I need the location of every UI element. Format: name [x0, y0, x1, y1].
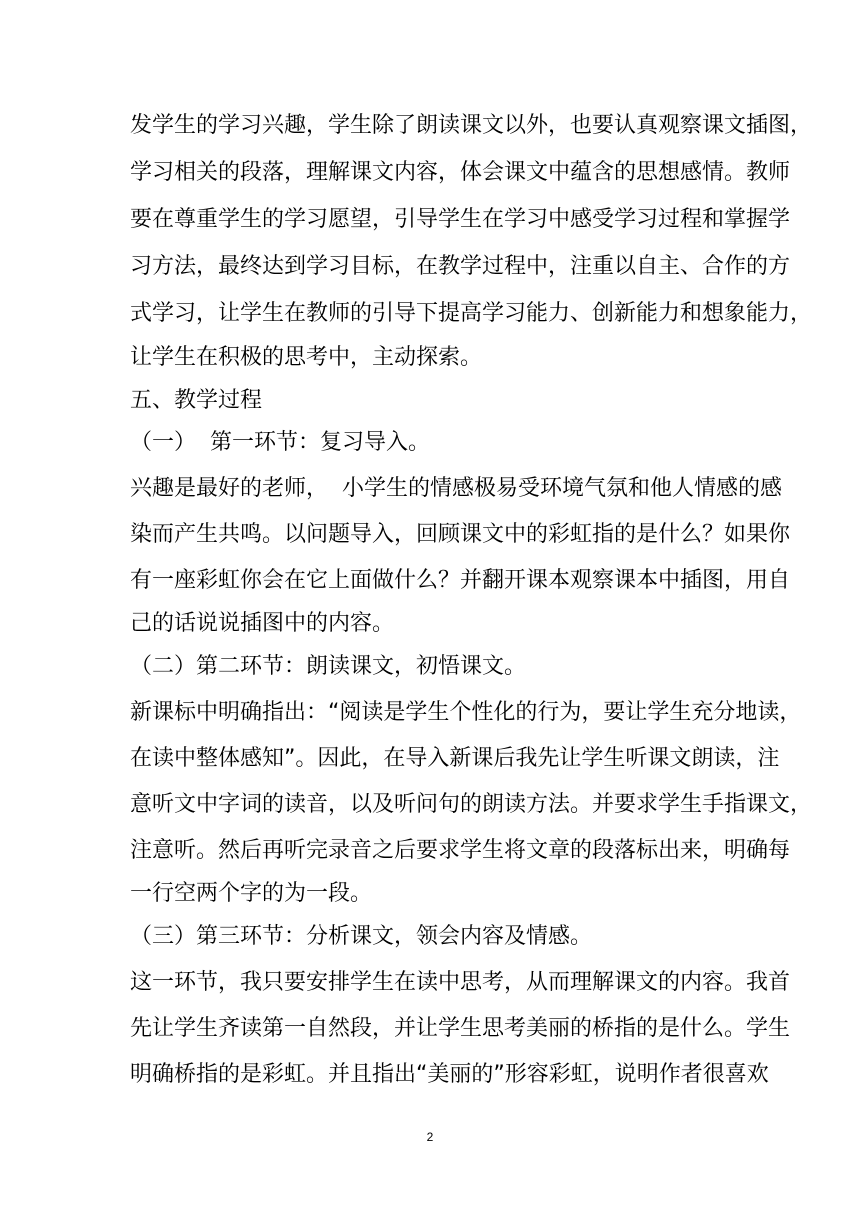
- subsection-heading: （一） 第一环节：复习导入。: [130, 430, 430, 455]
- body-text-line: 新课标中明确指出：“阅读是学生个性化的行为，要让学生充分地读，: [130, 700, 802, 725]
- body-text-line: 一行空两个字的为一段。: [130, 881, 373, 906]
- body-text-line: 兴趣是最好的老师， 小学生的情感极易受环境气氛和他人情感的感: [130, 476, 782, 501]
- body-text-line: 在读中整体感知”。因此，在导入新课后我先让学生听课文朗读，注: [130, 746, 780, 771]
- body-text-line: 发学生的学习兴趣，学生除了朗读课文以外，也要认真观察课文插图，: [130, 113, 813, 138]
- body-text-line: 习方法，最终达到学习目标，在教学过程中，注重以自主、合作的方: [130, 254, 791, 279]
- body-text-line: 明确桥指的是彩虹。并且指出“美丽的”形容彩虹，说明作者很喜欢: [130, 1062, 769, 1087]
- body-text-line: 让学生在积极的思考中，主动探索。: [130, 345, 483, 370]
- body-text-line: 先让学生齐读第一自然段，并让学生思考美丽的桥指的是什么。学生: [130, 1016, 791, 1041]
- body-text-line: 式学习，让学生在教师的引导下提高学习能力、创新能力和想象能力，: [130, 301, 813, 326]
- body-text-line: 己的话说说插图中的内容。: [130, 611, 395, 636]
- body-text-line: 要在尊重学生的学习愿望，引导学生在学习中感受学习过程和掌握学: [130, 207, 791, 232]
- body-text-line: 意听文中字词的读音，以及听问句的朗读方法。并要求学生手指课文，: [130, 792, 813, 817]
- body-text-line: 这一环节，我只要安排学生在读中思考，从而理解课文的内容。我首: [130, 970, 791, 995]
- body-text-line: 有一座彩虹你会在它上面做什么？并翻开课本观察课本中插图，用自: [130, 568, 791, 593]
- section-heading: 五、教学过程: [130, 388, 263, 413]
- subsection-heading: （三）第三环节：分析课文，领会内容及情感。: [130, 924, 593, 949]
- body-text-line: 学习相关的段落，理解课文内容，体会课文中蕴含的思想感情。教师: [130, 160, 791, 185]
- body-text-line: 染而产生共鸣。以问题导入，回顾课文中的彩虹指的是什么？如果你: [130, 522, 791, 547]
- subsection-heading: （二）第二环节：朗读课文，初悟课文。: [130, 654, 527, 679]
- page-number: 2: [426, 1130, 434, 1144]
- body-text-line: 注意听。然后再听完录音之后要求学生将文章的段落标出来，明确每: [130, 838, 791, 863]
